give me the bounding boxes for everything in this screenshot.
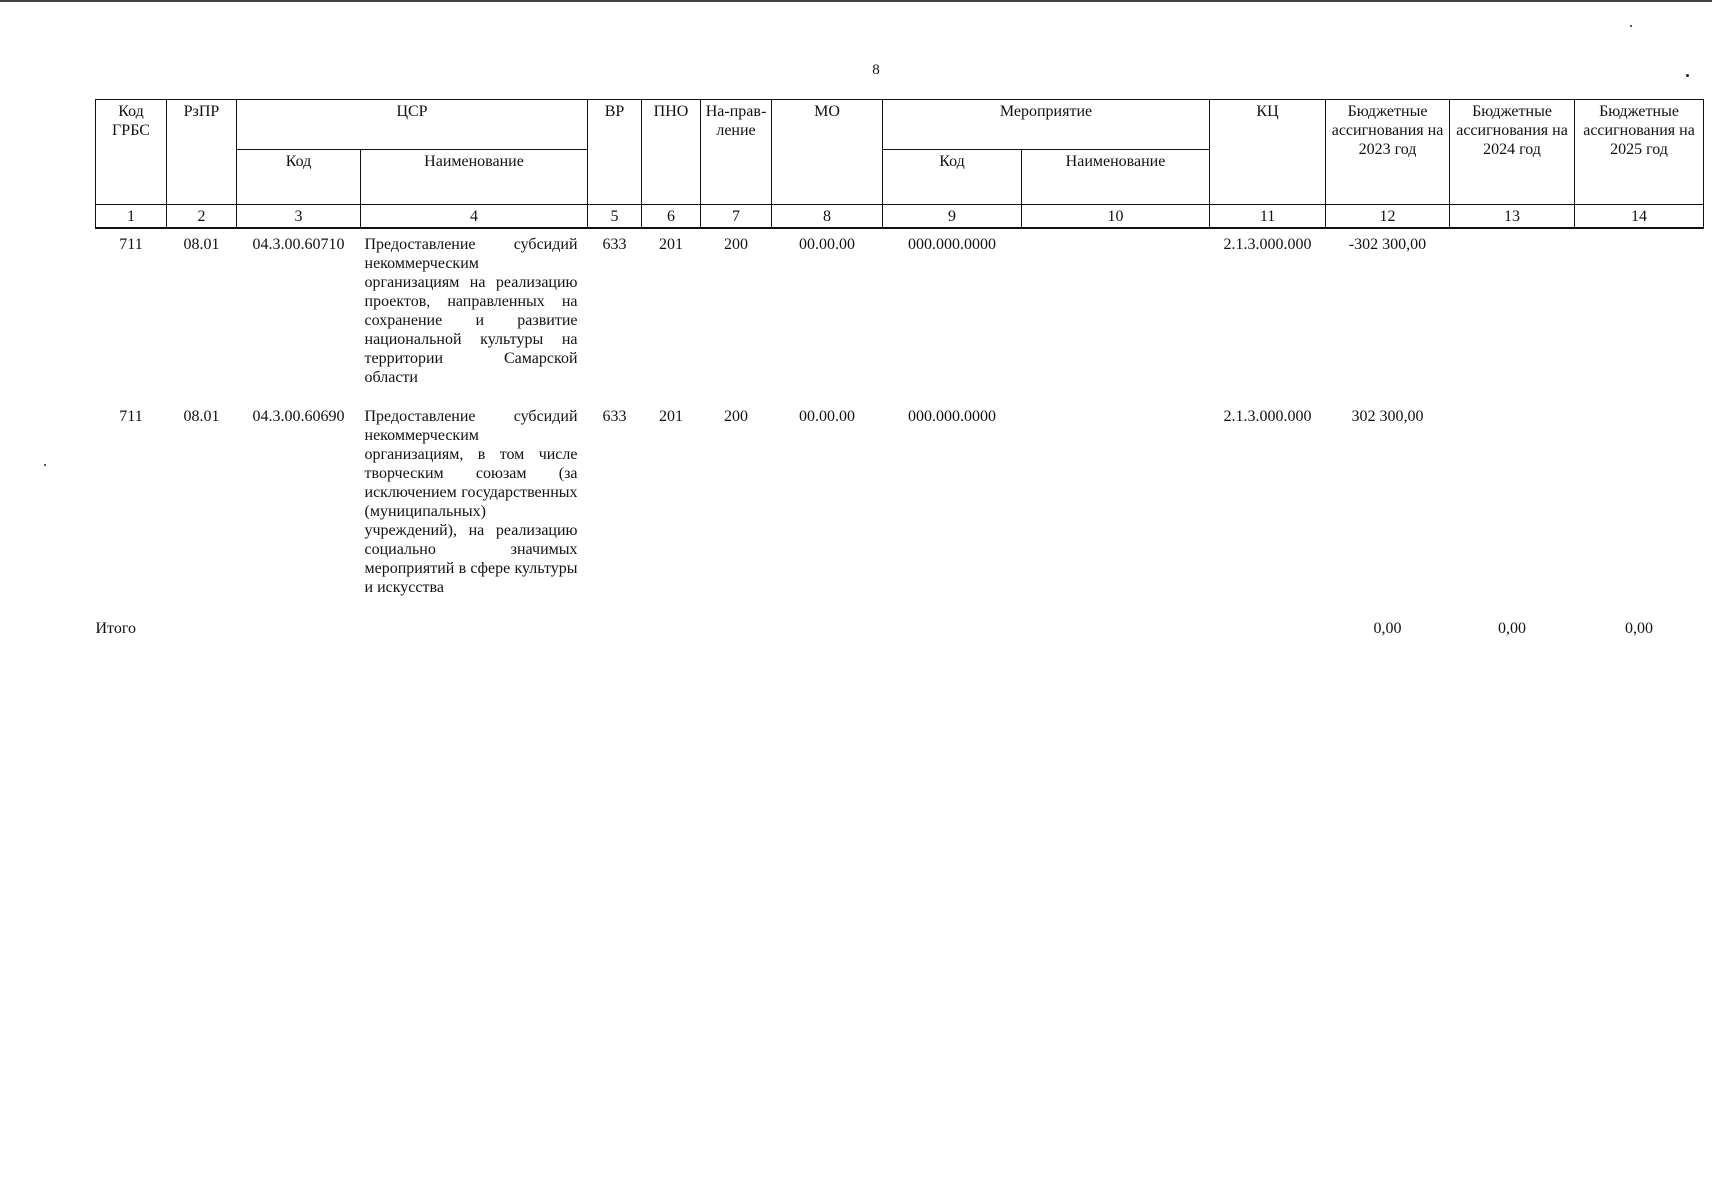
column-number: 12 [1326,205,1450,229]
header-csr: ЦСР [237,100,588,150]
total-label: Итого [95,620,136,637]
cell-budget-2023: 302 300,00 [1351,408,1424,425]
column-number: 5 [588,205,642,229]
header-budget-2023: Бюджетные ассигнования на 2023 год [1326,100,1450,205]
cell-mo: 00.00.00 [799,408,855,425]
cell-kc: 2.1.3.000.000 [1223,408,1312,425]
scan-speck [1630,25,1632,27]
cell-pno: 201 [659,236,683,253]
header-vr: ВР [588,100,642,205]
column-number: 9 [883,205,1022,229]
table-row [96,401,1704,613]
cell-csr-kod: 04.3.00.60710 [252,236,345,253]
column-number: 7 [701,205,772,229]
total-budget-2023: 0,00 [1373,620,1402,637]
header-kod-grbs: Код ГРБС [96,100,167,205]
budget-table [95,99,1704,643]
header-rzpr: РзПР [167,100,237,205]
header-budget-2025: Бюджетные ассигнования на 2025 год [1575,100,1704,205]
header-mer-kod: Код [883,150,1022,205]
cell-kc: 2.1.3.000.000 [1223,236,1312,253]
header-napravlenie: На-прав-ление [701,100,772,205]
cell-mer-kod: 000.000.0000 [908,408,996,425]
total-spacer [588,613,1326,643]
header-pno: ПНО [642,100,701,205]
column-number: 6 [642,205,701,229]
column-number: 4 [361,205,588,229]
cell-csr-kod: 04.3.00.60690 [252,408,345,425]
column-number: 13 [1450,205,1575,229]
cell-budget-2024 [1450,228,1575,401]
table-row [96,228,1704,401]
column-number: 1 [96,205,167,229]
cell-vr: 633 [602,236,627,253]
cell-mer-name [1022,228,1210,401]
cell-napr: 200 [724,236,748,253]
column-number: 10 [1022,205,1210,229]
total-budget-2024: 0,00 [1498,620,1527,637]
cell-budget-2023: -302 300,00 [1348,236,1427,253]
total-budget-2025: 0,00 [1625,620,1654,637]
cell-rzpr: 08.01 [183,408,220,425]
column-number: 11 [1210,205,1326,229]
page-number: 8 [872,62,880,78]
cell-rzpr: 08.01 [183,236,220,253]
cell-budget-2025 [1575,401,1704,613]
header-mer-name: Наименование [1022,150,1210,205]
cell-budget-2025 [1575,228,1704,401]
cell-budget-2024 [1450,401,1575,613]
scan-speck [1686,74,1689,77]
cell-csr-name: Предоставление субсидий некоммерческим организациям, в том числе творческим союзам (за исключением государственных (муниципальных) учреждений), на реализацию социально значимых мероприятий в сфере культуры и искусства [364,408,578,596]
cell-mer-kod: 000.000.0000 [908,236,996,253]
header-budget-2024: Бюджетные ассигнования на 2024 год [1450,100,1575,205]
header-kc: КЦ [1210,100,1326,205]
column-number: 2 [167,205,237,229]
scan-speck [44,464,46,466]
column-number: 8 [772,205,883,229]
header-mo: МО [772,100,883,205]
cell-mer-name [1022,401,1210,613]
cell-pno: 201 [659,408,683,425]
column-number: 3 [237,205,361,229]
cell-napr: 200 [724,408,748,425]
cell-mo: 00.00.00 [799,236,855,253]
cell-grbs: 711 [119,408,143,425]
cell-csr-name: Предоставление субсидий некоммерческим организациям на реализацию проектов, направленных на сохранение и развитие национальной культуры на территории Самарской области [364,236,578,386]
column-number: 14 [1575,205,1704,229]
header-csr-kod: Код [237,150,361,205]
header-csr-name: Наименование [361,150,588,205]
header-meropriyatie: Мероприятие [883,100,1210,150]
scan-top-border [0,0,1712,2]
cell-grbs: 711 [119,236,143,253]
total-row [96,613,1704,643]
cell-vr: 633 [602,408,627,425]
